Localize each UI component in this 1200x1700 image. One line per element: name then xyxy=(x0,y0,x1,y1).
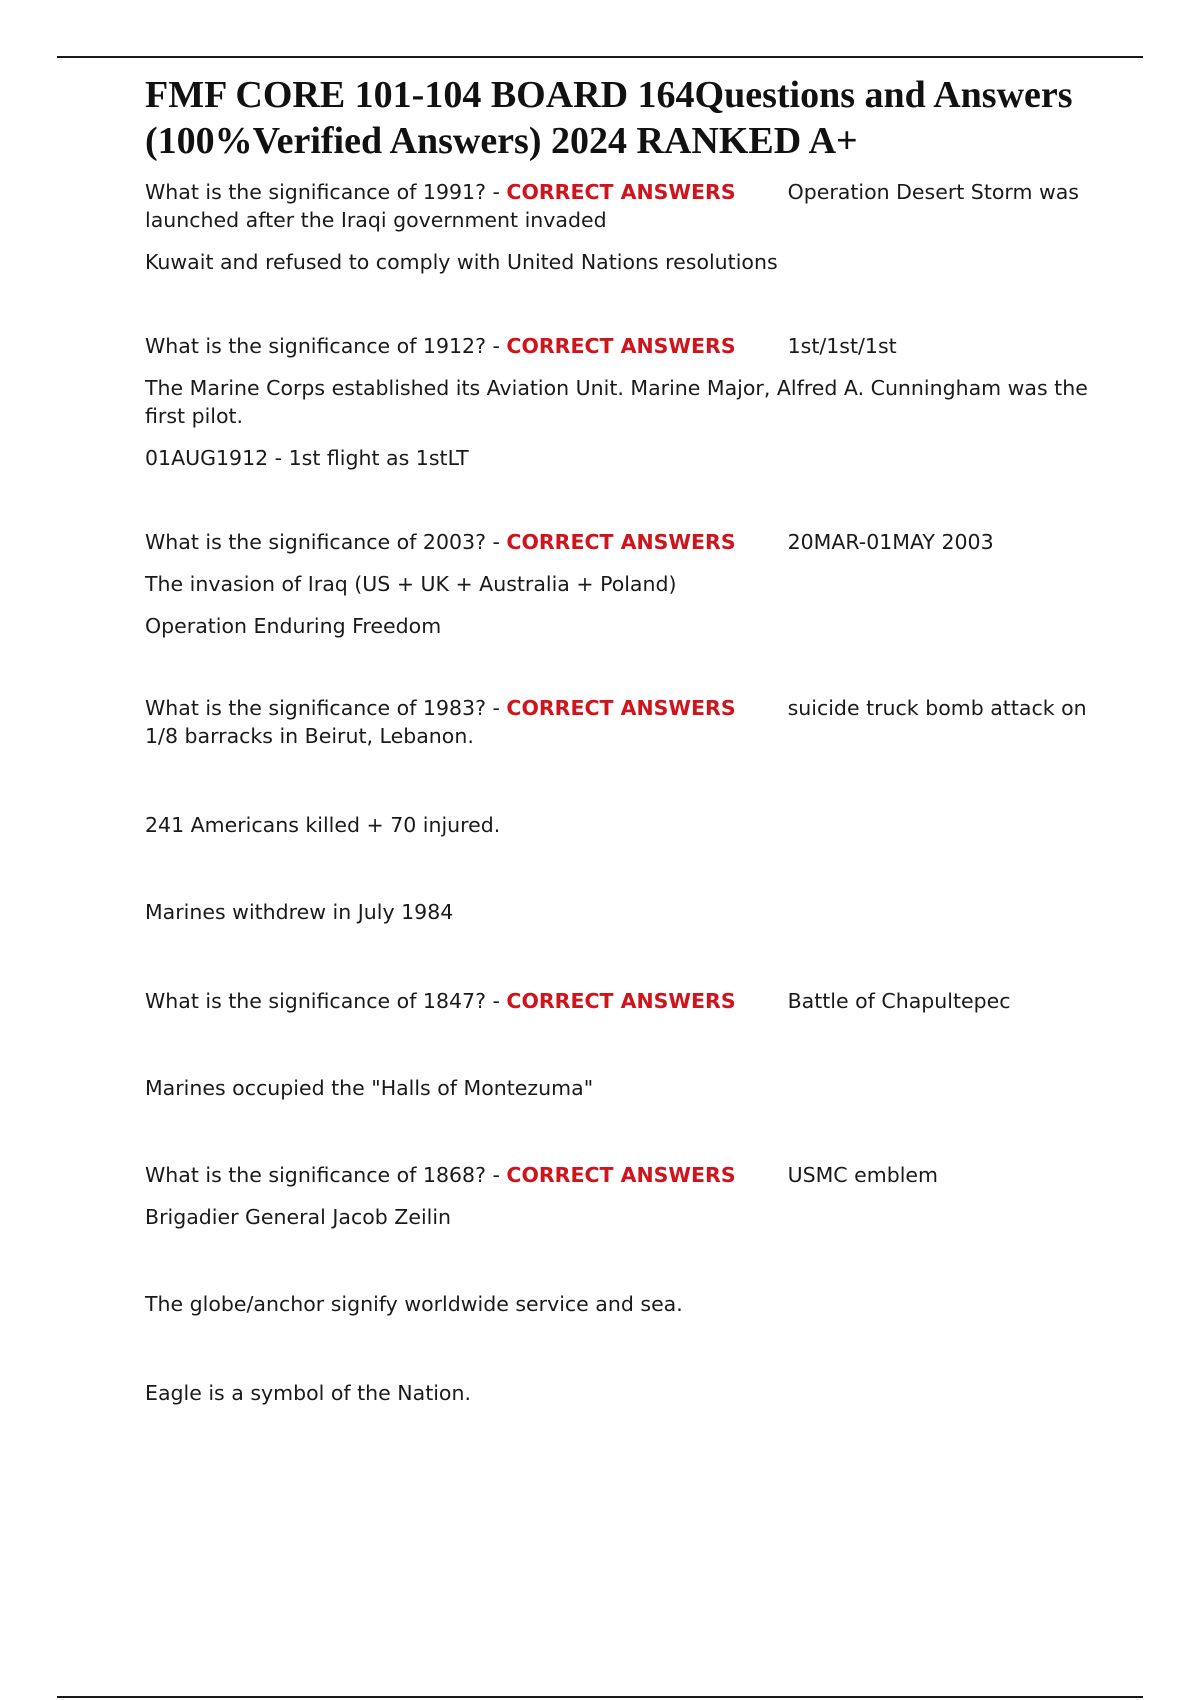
question-1991 xyxy=(145,178,1095,234)
question-1847 xyxy=(145,987,1095,1015)
answer-line: 01AUG1912 - 1st flight as 1stLT xyxy=(145,446,469,470)
separator: - xyxy=(485,180,507,204)
correct-answers-label: CORRECT ANSWERS xyxy=(506,530,736,554)
correct-answers-label: CORRECT ANSWERS xyxy=(506,1163,736,1187)
question-1912 xyxy=(145,332,1095,360)
document-body xyxy=(145,72,1095,1407)
separator: - xyxy=(485,1163,507,1187)
correct-answers-label: CORRECT ANSWERS xyxy=(506,180,736,204)
answer-line: Marines occupied the "Halls of Montezuma" xyxy=(145,1076,594,1100)
question-text: What is the significance of 1912? xyxy=(145,334,486,358)
top-rule xyxy=(57,56,1143,58)
bottom-rule xyxy=(57,1696,1143,1698)
answer-text: Operation Desert Storm was launched after the Iraqi government invaded xyxy=(145,180,1079,232)
question-text: What is the significance of 1868? xyxy=(145,1163,486,1187)
answer-text: 1st/1st/1st xyxy=(787,334,897,358)
answer-line: Operation Enduring Freedom xyxy=(145,614,442,638)
answer-line: The invasion of Iraq (US + UK + Australia + Poland) xyxy=(145,572,677,596)
correct-answers-label: CORRECT ANSWERS xyxy=(506,334,736,358)
document-title: FMF CORE 101-104 BOARD 164Questions and Answers (100%Verified Answers) 2024 RANKED A+ xyxy=(145,74,1073,162)
answer-line: 241 Americans killed + 70 injured. xyxy=(145,813,501,837)
answer-line: Brigadier General Jacob Zeilin xyxy=(145,1205,452,1229)
separator: - xyxy=(485,530,507,554)
answer-line: Marines withdrew in July 1984 xyxy=(145,900,454,924)
separator: - xyxy=(485,334,507,358)
answer-text: suicide truck bomb attack on 1/8 barracks in Beirut, Lebanon. xyxy=(145,696,1087,748)
question-1868 xyxy=(145,1161,1095,1189)
answer-text: 20MAR-01MAY 2003 xyxy=(787,530,994,554)
answer-line: The Marine Corps established its Aviation Unit. Marine Major, Alfred A. Cunningham was the first pilot. xyxy=(145,376,1088,428)
answer-line: Eagle is a symbol of the Nation. xyxy=(145,1381,471,1405)
question-text: What is the significance of 2003? xyxy=(145,530,486,554)
answer-text: Battle of Chapultepec xyxy=(787,989,1011,1013)
question-text: What is the significance of 1983? xyxy=(145,696,486,720)
question-2003 xyxy=(145,528,1095,556)
correct-answers-label: CORRECT ANSWERS xyxy=(506,989,736,1013)
correct-answers-label: CORRECT ANSWERS xyxy=(506,696,736,720)
question-text: What is the significance of 1847? xyxy=(145,989,486,1013)
question-text: What is the significance of 1991? xyxy=(145,180,486,204)
answer-line: The globe/anchor signify worldwide service and sea. xyxy=(145,1292,683,1316)
answer-line: Kuwait and refused to comply with United Nations resolutions xyxy=(145,250,778,274)
question-1983 xyxy=(145,694,1095,750)
answer-text: USMC emblem xyxy=(787,1163,939,1187)
separator: - xyxy=(485,696,507,720)
separator: - xyxy=(485,989,507,1013)
